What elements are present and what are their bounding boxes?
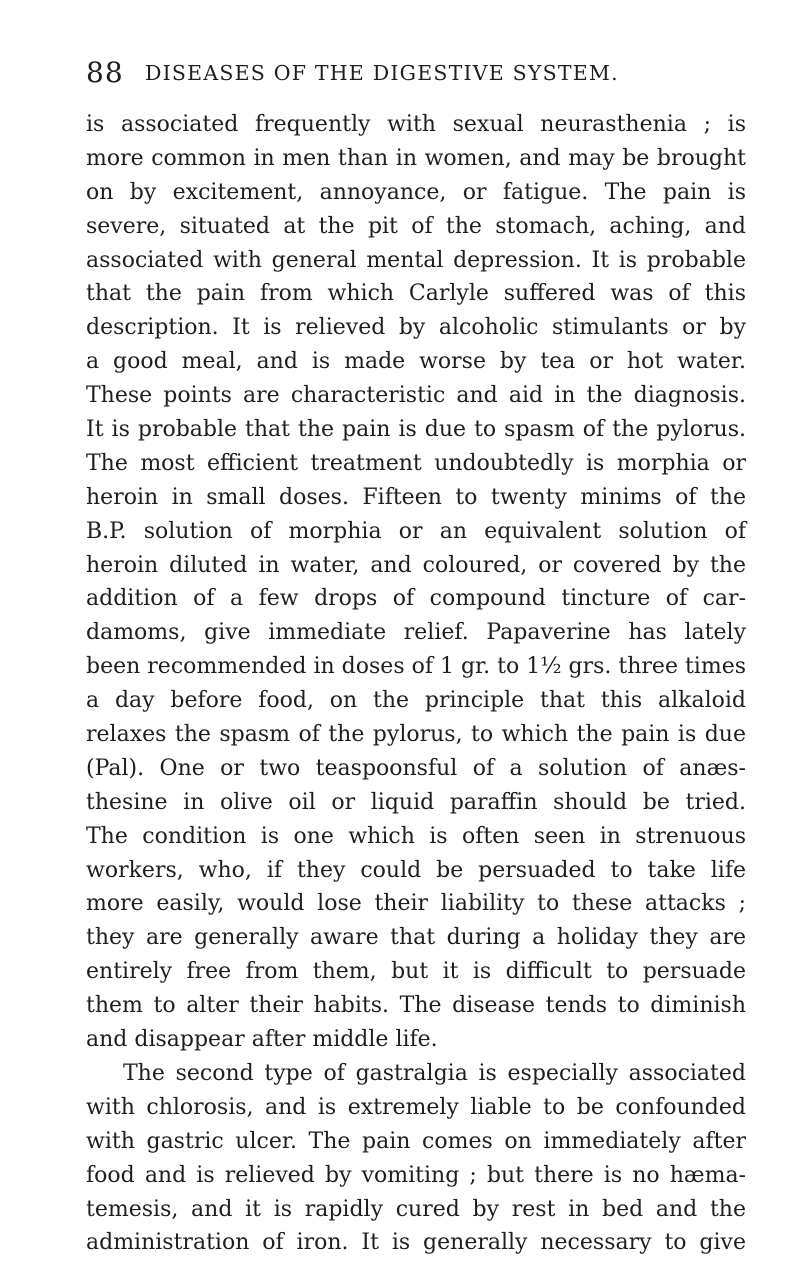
text-line: been recommended in doses of 1 gr. to 1½ grs. three times [86,654,747,680]
text-line: more common in men than in women, and may be brought [86,145,746,171]
text-line: temesis, and it is rapidly cured by rest in bed and the [86,1196,746,1222]
text-line: (Pal). One or two teaspoonsful of a solution of anæs- [86,755,746,781]
text-line: description. It is relieved by alcoholic stimulants or by [86,315,746,341]
text-line: heroin in small doses. Fifteen to twenty minims of the [86,484,746,510]
text-line: severe, situated at the pit of the stomach, aching, and [86,213,746,239]
text-line: food and is relieved by vomiting ; but there is no hæma- [86,1162,746,1188]
text-line: with gastric ulcer. The pain comes on immediately after [86,1128,746,1154]
body-text [86,108,746,1260]
text-line: them to alter their habits. The disease tends to diminish [86,993,746,1019]
text-line: B.P. solution of morphia or an equivalent solution of [86,518,746,544]
text-line: they are generally aware that during a holiday they are [86,925,746,951]
text-line: The most efficient treatment undoubtedly is morphia or [86,450,746,476]
text-line: The condition is one which is often seen in strenuous [86,823,746,849]
text-line: on by excitement, annoyance, or fatigue. The pain is [86,179,746,205]
text-line: entirely free from them, but it is difficult to persuade [86,959,746,985]
page-number: 88 [86,56,124,89]
text-line: associated with general mental depression. It is probable [86,247,746,273]
paragraph-end-line: and disappear after middle life. [86,1027,438,1053]
text-line: more easily, would lose their liability to these attacks ; [86,891,746,917]
paragraph-start-line: The second type of gastralgia is especially associated [123,1060,746,1086]
text-line: workers, who, if they could be persuaded to take life [86,857,746,883]
text-line: relaxes the spasm of the pylorus, to which the pain is due [86,722,746,748]
text-line: These points are characteristic and aid in the diagnosis. [86,383,746,409]
running-head: DISEASES OF THE DIGESTIVE SYSTEM. [145,61,619,85]
text-line: damoms, give immediate relief. Papaverine has lately [86,620,746,646]
text-line: a day before food, on the principle that this alkaloid [86,688,746,714]
text-line: heroin diluted in water, and coloured, or covered by the [86,552,746,578]
text-line: with chlorosis, and is extremely liable to be confounded [86,1094,746,1120]
text-line: is associated frequently with sexual neurasthenia ; is [86,112,746,137]
text-line: a good meal, and is made worse by tea or hot water. [86,349,746,375]
text-line: addition of a few drops of compound tincture of car- [86,586,746,612]
text-line: It is probable that the pain is due to spasm of the pylorus. [86,417,746,443]
text-line: thesine in olive oil or liquid paraffin should be tried. [86,789,746,815]
text-line: administration of iron. It is generally necessary to give [86,1230,746,1256]
text-line: that the pain from which Carlyle suffered was of this [86,281,746,307]
